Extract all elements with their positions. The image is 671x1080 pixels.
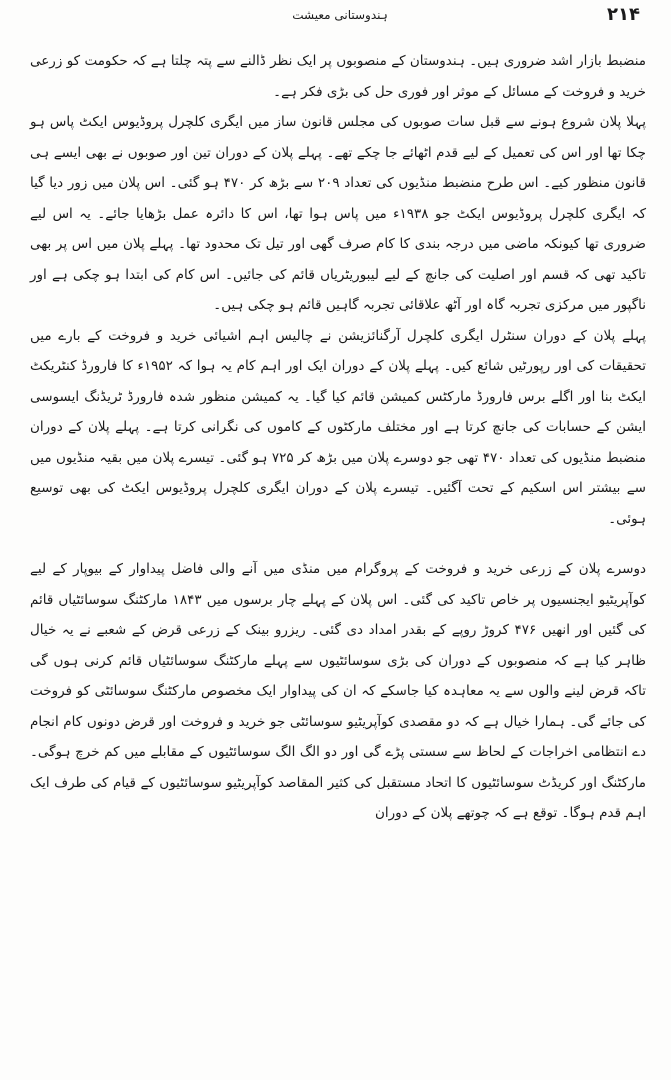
paragraph-first-plan-acts: پہلا پلان شروع ہونے سے قبل سات صوبوں کی مجلس قانون ساز میں ایگری کلچرل پروڈیوس ایکٹ پاس ہو چکا تھا اور اس کی تعمیل کے لیے قدم اٹھائے جا چکے تھے۔ پہلے پلان کے دوران تین اور صوبوں نے بھی ایسے ہی قانون منظور کیے۔ اس طرح منضبط منڈیوں کی تعداد ۲۰۹ سے بڑھ کر ۴۷۰ ہو گئی۔ اس پلان میں زور دیا گیا کہ ایگری کلچرل پروڈیوس ایکٹ جو ۱۹۳۸ء میں پاس ہوا تھا، اس کا دائرہ عمل بڑھایا جائے۔ یہ اس لیے ضروری تھا کیونکہ ماضی میں درجہ بندی کا کام صرف گھی اور تیل تک محدود تھا۔ پہلے پلان میں اس پر بھی تاکید تھی کہ قسم اور اصلیت کی جانچ کے لیے لیبوریٹریاں قائم کی جائیں۔ اس کام کی ابتدا ہو چکی ہے اور ناگپور میں مرکزی تجربہ گاہ اور آٹھ علاقائی تجربہ گاہیں قائم ہو چکی ہیں۔ xyxy=(30,114,647,313)
page-number: ۲۱۴ xyxy=(607,4,640,25)
paragraph-second-plan-cooperatives: دوسرے پلان کے زرعی خرید و فروخت کے پروگرام میں منڈی میں آنے والی فاضل پیداوار کے بیوپار کے لیے کوآپریٹیو ایجنسیوں پر خاص تاکید کی گئی۔ اس پلان کے پہلے چار برسوں میں ۱۸۴۳ مارکٹنگ سوسائٹیاں قائم کی گئیں اور انھیں ۴۷۶ کروڑ روپے کے بقدر امداد دی گئی۔ ریزرو بینک کے زرعی قرض کے شعبے نے یہ خیال ظاہر کیا ہے کہ منصوبوں کے دوران کی بڑی سوسائٹیوں سے پہلے مارکٹنگ سوسائٹیاں قائم کرنی ہوں گی تاکہ قرض لینے والوں سے یہ معاہدہ کیا جاسکے کہ ان کی پیداوار ایک مخصوص مارکٹنگ سوسائٹی کو فروخت کی جائے گی۔ ہمارا خیال ہے کہ دو مقصدی کوآپریٹیو سوسائٹی جو خرید و فروخت اور قرض دونوں کام انجام دے انتظامی اخراجات کے لحاظ سے سستی پڑے گی اور دو الگ الگ سوسائٹیوں کے مقابلے میں کم خرچ ہوگی۔ مارکٹنگ اور کریڈٹ سوسائٹیوں کا اتحاد مستقبل کی کثیر المقاصد کوآپریٹیو سوسائٹیوں کے قیام کی طرف ایک اہم قدم ہوگا۔ توقع ہے کہ چوتھے پلان کے دوران xyxy=(30,561,646,821)
body-text xyxy=(30,46,646,829)
paragraph-regulated-markets-intro: منضبط بازار اشد ضروری ہیں۔ ہندوستان کے منصوبوں پر ایک نظر ڈالنے سے پتہ چلتا ہے کہ حکومت کو زرعی خرید و فروخت کے مسائل کے موثر اور فوری حل کی بڑی فکر ہے۔ xyxy=(30,53,646,100)
running-header xyxy=(40,4,640,26)
running-header-title: ہندوستانی معیشت xyxy=(292,8,388,22)
paragraph-central-organisation: پہلے پلان کے دوران سنٹرل ایگری کلچرل آرگنائزیشن نے چالیس اہم اشیائی خرید و فروخت کے بارے میں تحقیقات کی اور رپورٹیں شائع کیں۔ پہلے پلان کے دوران ایک اور اہم کام یہ ہوا کہ ۱۹۵۲ء کا فارورڈ کنٹریکٹ ایکٹ بنا اور اگلے برس فارورڈ مارکٹس کمیشن قائم کیا گیا۔ یہ کمیشن منظور شدہ فارورڈ ٹریڈنگ ایسوسی ایشن کے حسابات کی جانچ کرتا ہے اور مختلف مارکٹوں کے کاموں کی نگرانی کرتا ہے۔ پہلے پلان کے دوران منضبط منڈیوں کی تعداد ۴۷۰ تھی جو دوسرے پلان میں بڑھ کر ۷۲۵ ہو گئی۔ تیسرے پلان میں بقیہ منڈیوں میں سے بیشتر اس اسکیم کے تحت آگئیں۔ تیسرے پلان کے دوران ایگری کلچرل پروڈیوس ایکٹ کی بھی توسیع ہوئی۔ xyxy=(30,327,646,527)
